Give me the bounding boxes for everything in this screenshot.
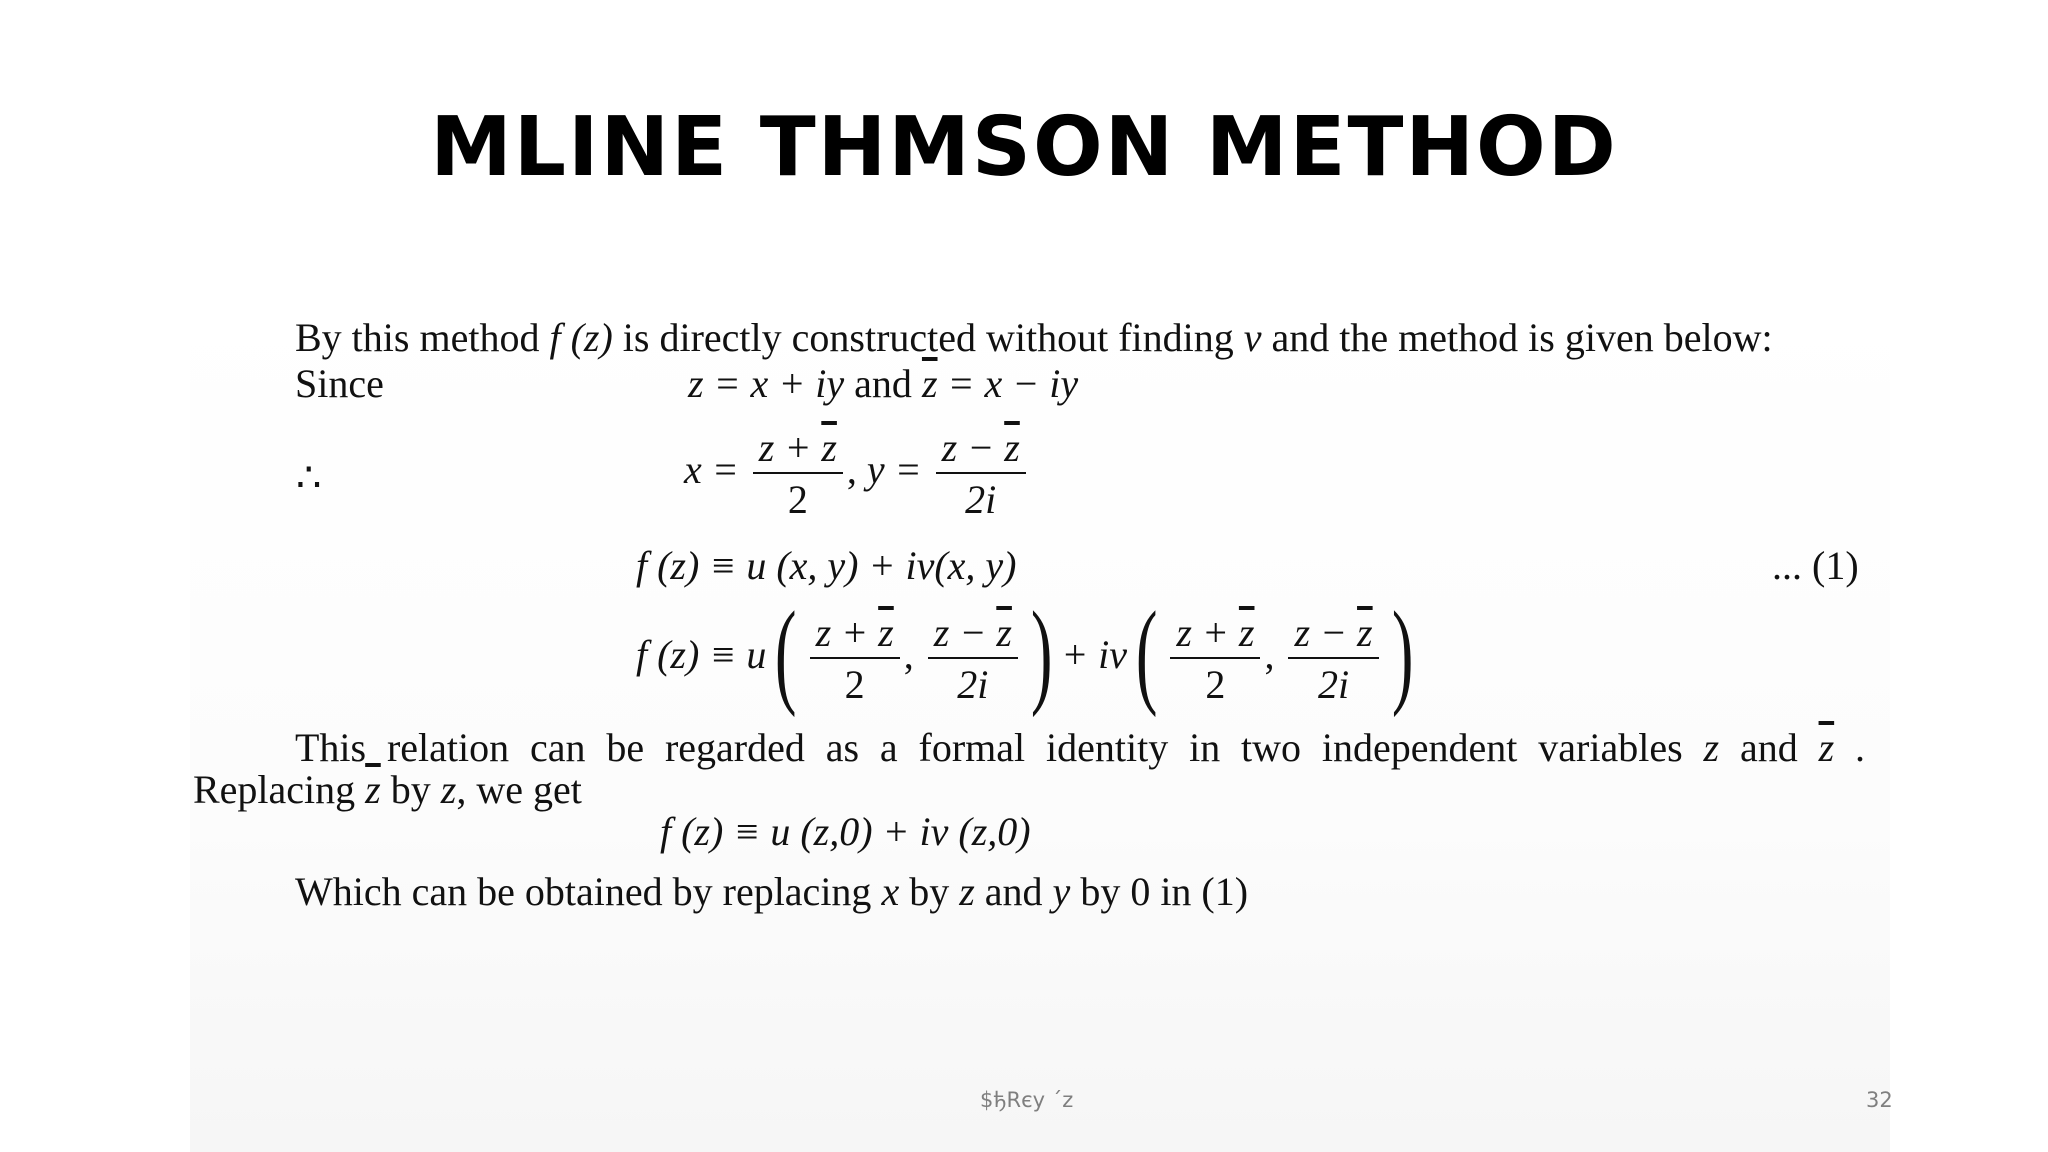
replacing-text-c: , we get — [456, 767, 582, 812]
slide-title: MLINE THMSON METHOD — [430, 100, 1618, 195]
relation-zbar: $\overline{z}$ — [1818, 725, 1835, 770]
footer-author: $ђRєy ´z — [980, 1088, 1074, 1112]
conclusion-z: z — [959, 869, 975, 914]
eq2-comma-1: , — [903, 632, 914, 678]
y-lhs: y = — [866, 447, 922, 493]
intro-text-a: By this method — [295, 315, 550, 360]
conclusion-line — [295, 869, 1249, 914]
replacing-zbar: $\overline{z}$ — [365, 767, 381, 812]
replacing-line — [193, 767, 582, 812]
eq2-f3-num: z + — [1176, 610, 1239, 655]
conclusion-and: and — [974, 869, 1053, 914]
eq2-f1-zbar: $\overline{z}$ — [878, 610, 894, 655]
left-paren-2: ( — [1135, 587, 1158, 718]
equation-2 — [636, 587, 1414, 718]
replacing-text-a: Replacing — [193, 767, 366, 812]
since-eq-a: z = x + iy — [688, 361, 845, 406]
eq2-f4-den: 2i — [1317, 662, 1350, 707]
equation-1-tag: ... (1) — [1772, 543, 1859, 588]
xy-substitution — [684, 425, 1030, 522]
intro-text-b: is directly constructed without finding — [612, 315, 1244, 360]
relation-line — [295, 725, 1865, 770]
eq2-frac-1 — [810, 610, 900, 707]
eq2-f2-num: z − — [933, 610, 997, 655]
eq2-f3-den: 2 — [1205, 662, 1226, 707]
eq2-f2-zbar: $\overline{z}$ — [996, 610, 1012, 655]
replacing-text-b: by — [380, 767, 441, 812]
conclusion-by: by — [899, 869, 960, 914]
y-num: z − — [941, 425, 1005, 470]
equation-1: f (z) ≡ u (x, y) + iv(x, y) — [636, 543, 1017, 588]
since-label: Since — [295, 361, 384, 406]
x-num: z + — [758, 425, 822, 470]
eq2-comma-2: , — [1264, 632, 1275, 678]
therefore-symbol: ∴ — [296, 455, 322, 500]
conclusion-text-a: Which can be obtained by replacing — [295, 869, 882, 914]
since-zbar: $\overline{z}$ — [921, 361, 938, 406]
y-fraction — [936, 425, 1026, 522]
right-paren-2: ) — [1391, 587, 1414, 718]
eq2-f2-den: 2i — [957, 662, 989, 707]
y-num-zbar: $\overline{z}$ — [1004, 425, 1020, 470]
conclusion-x: x — [881, 869, 900, 914]
eq2-f1-den: 2 — [844, 662, 865, 707]
relation-end: . — [1834, 725, 1865, 770]
left-paren: ( — [775, 587, 797, 718]
page-number: 32 — [1866, 1088, 1893, 1112]
eq2-f3-zbar: $\overline{z}$ — [1238, 610, 1255, 655]
eq2-plus-iv: + iv — [1061, 632, 1128, 678]
eq2-f4-zbar: $\overline{z}$ — [1357, 610, 1373, 655]
eq2-frac-3 — [1170, 610, 1260, 707]
since-equation — [688, 361, 1079, 406]
intro-line — [295, 315, 1773, 360]
relation-text: This relation can be regarded as a formal identity in two independent variables — [295, 725, 1704, 770]
intro-text-c: and the method is given below: — [1261, 315, 1773, 360]
equation-3: f (z) ≡ u (z,0) + iv (z,0) — [660, 809, 1031, 854]
intro-fz: f (z) — [549, 315, 613, 360]
intro-v: v — [1243, 315, 1262, 360]
relation-and: and — [1719, 725, 1819, 770]
eq2-f4-num: z − — [1294, 610, 1358, 655]
x-num-zbar: $\overline{z}$ — [821, 425, 837, 470]
right-paren: ) — [1030, 587, 1053, 718]
x-lhs: x = — [684, 447, 739, 493]
comma: , — [846, 447, 857, 493]
conclusion-text-b: by 0 in (1) — [1070, 869, 1249, 914]
conclusion-y: y — [1052, 869, 1071, 914]
x-den: 2 — [787, 477, 808, 522]
x-fraction — [753, 425, 843, 522]
since-eq-b: = x − iy — [937, 361, 1079, 406]
eq2-frac-4 — [1288, 610, 1378, 707]
replacing-z: z — [440, 767, 457, 812]
eq2-frac-2 — [928, 610, 1018, 707]
relation-z: z — [1703, 725, 1720, 770]
y-den: 2i — [965, 477, 997, 522]
since-and: and — [844, 361, 922, 406]
eq2-lhs: f (z) ≡ u — [636, 632, 767, 678]
eq2-f1-num: z + — [815, 610, 879, 655]
